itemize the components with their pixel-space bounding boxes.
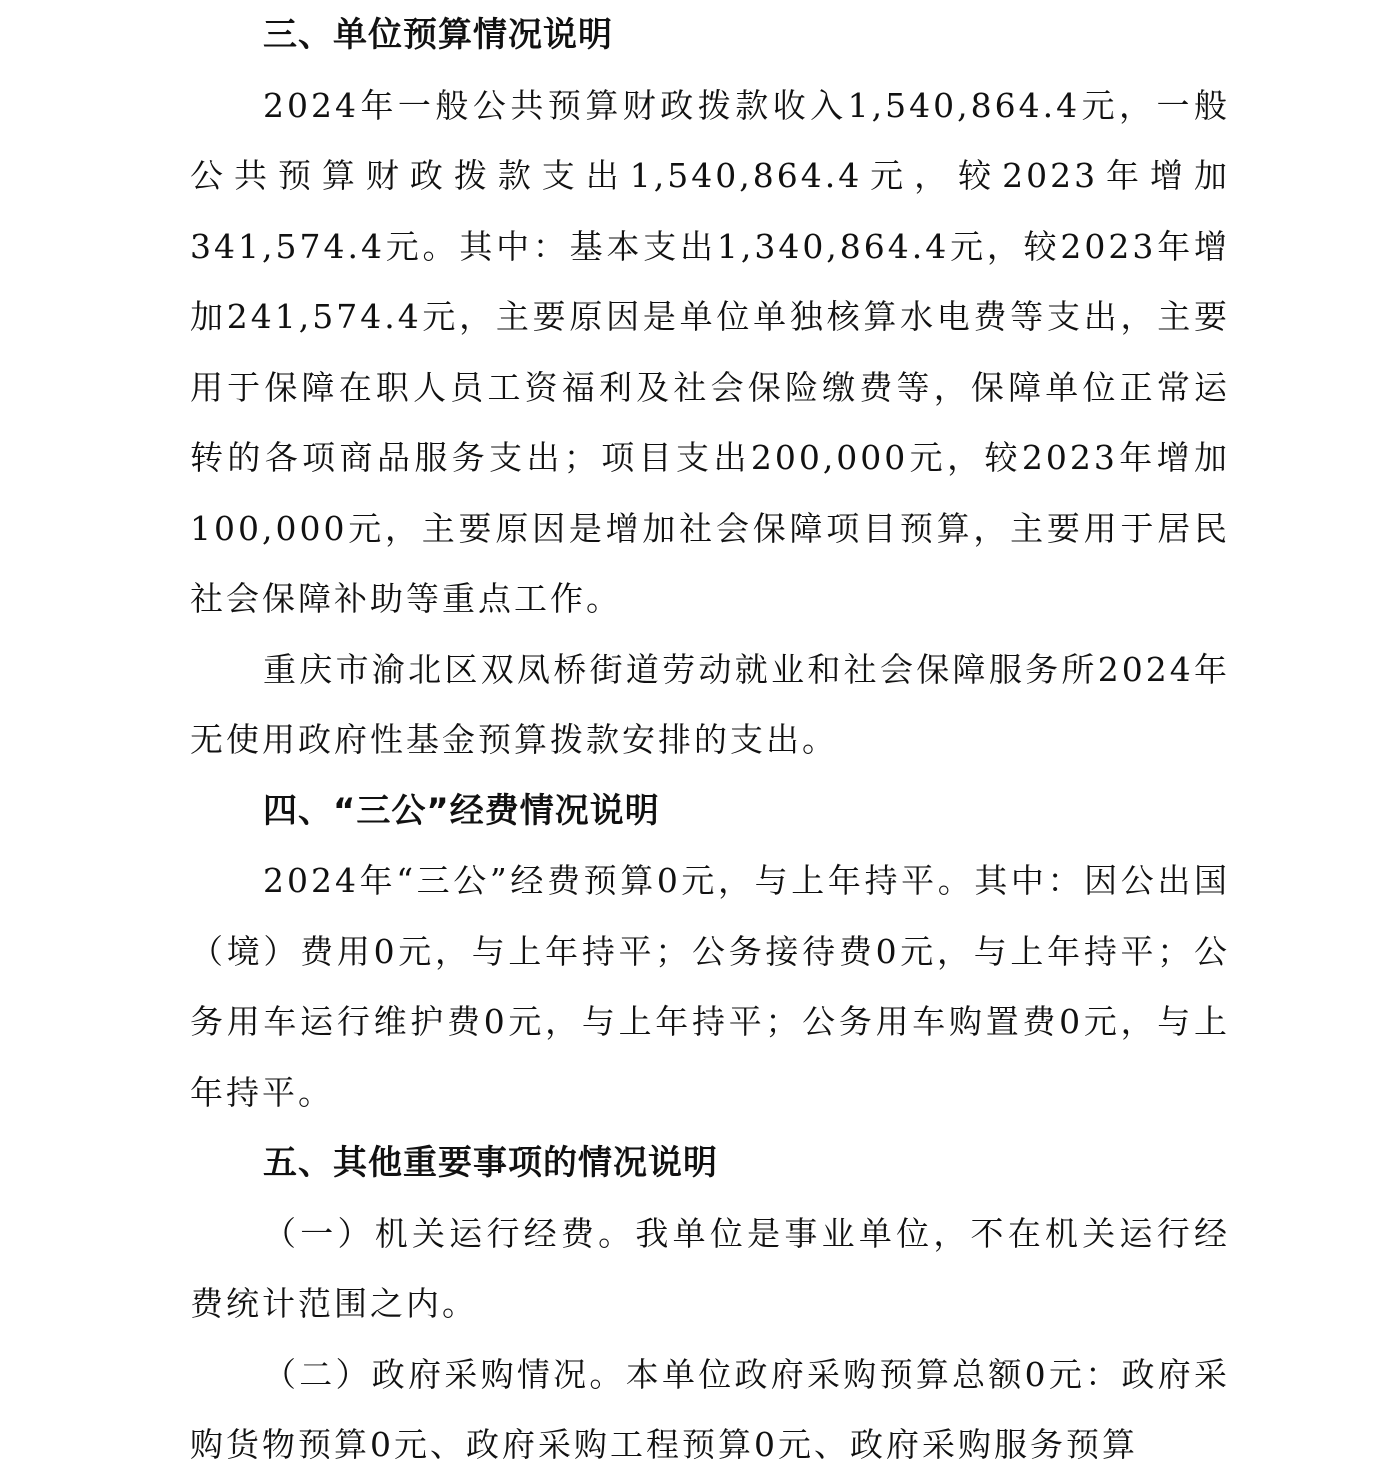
paragraph-operating-expenses: （一）机关运行经费。我单位是事业单位，不在机关运行经费统计范围之内。 <box>190 1213 1230 1323</box>
paragraph-budget-explanation: 2024年一般公共预算财政拨款收入1,540,864.4元，一般公共预算财政拨款支出1,540,864.4元，较2023年增加341,574.4元。其中：基本支出1,340,864.4元，较2023年增加241,574.4元，主要原因是单位单独核算水电费等支出，主要用于保障在职人员工资福利及社会保险缴费等，保障单位正常运转的各项商品服务支出；项目支出200,000元，较2023年增加100,000元，主要原因是增加社会保障项目预算，主要用于居民社会保障补助等重点工作。 <box>190 85 1230 618</box>
paragraph-three-public-expenses: 2024年“三公”经费预算0元，与上年持平。其中：因公出国（境）费用0元，与上年持平；公务接待费0元，与上年持平；公务用车运行维护费0元，与上年持平；公务用车购置费0元，与上年持平。 <box>190 861 1230 1112</box>
document-page <box>190 0 1230 1481</box>
section-heading-other-matters: 五、其他重要事项的情况说明 <box>263 1143 718 1183</box>
paragraph-government-procurement: （二）政府采购情况。本单位政府采购预算总额0元：政府采购货物预算0元、政府采购工程预算0元、政府采购服务预算 <box>190 1354 1230 1464</box>
section-heading-three-public: 四、“三公”经费情况说明 <box>263 790 660 831</box>
paragraph-government-fund: 重庆市渝北区双凤桥街道劳动就业和社会保障服务所2024年无使用政府性基金预算拨款安排的支出。 <box>190 649 1230 759</box>
section-heading-budget: 三、单位预算情况说明 <box>263 15 613 55</box>
